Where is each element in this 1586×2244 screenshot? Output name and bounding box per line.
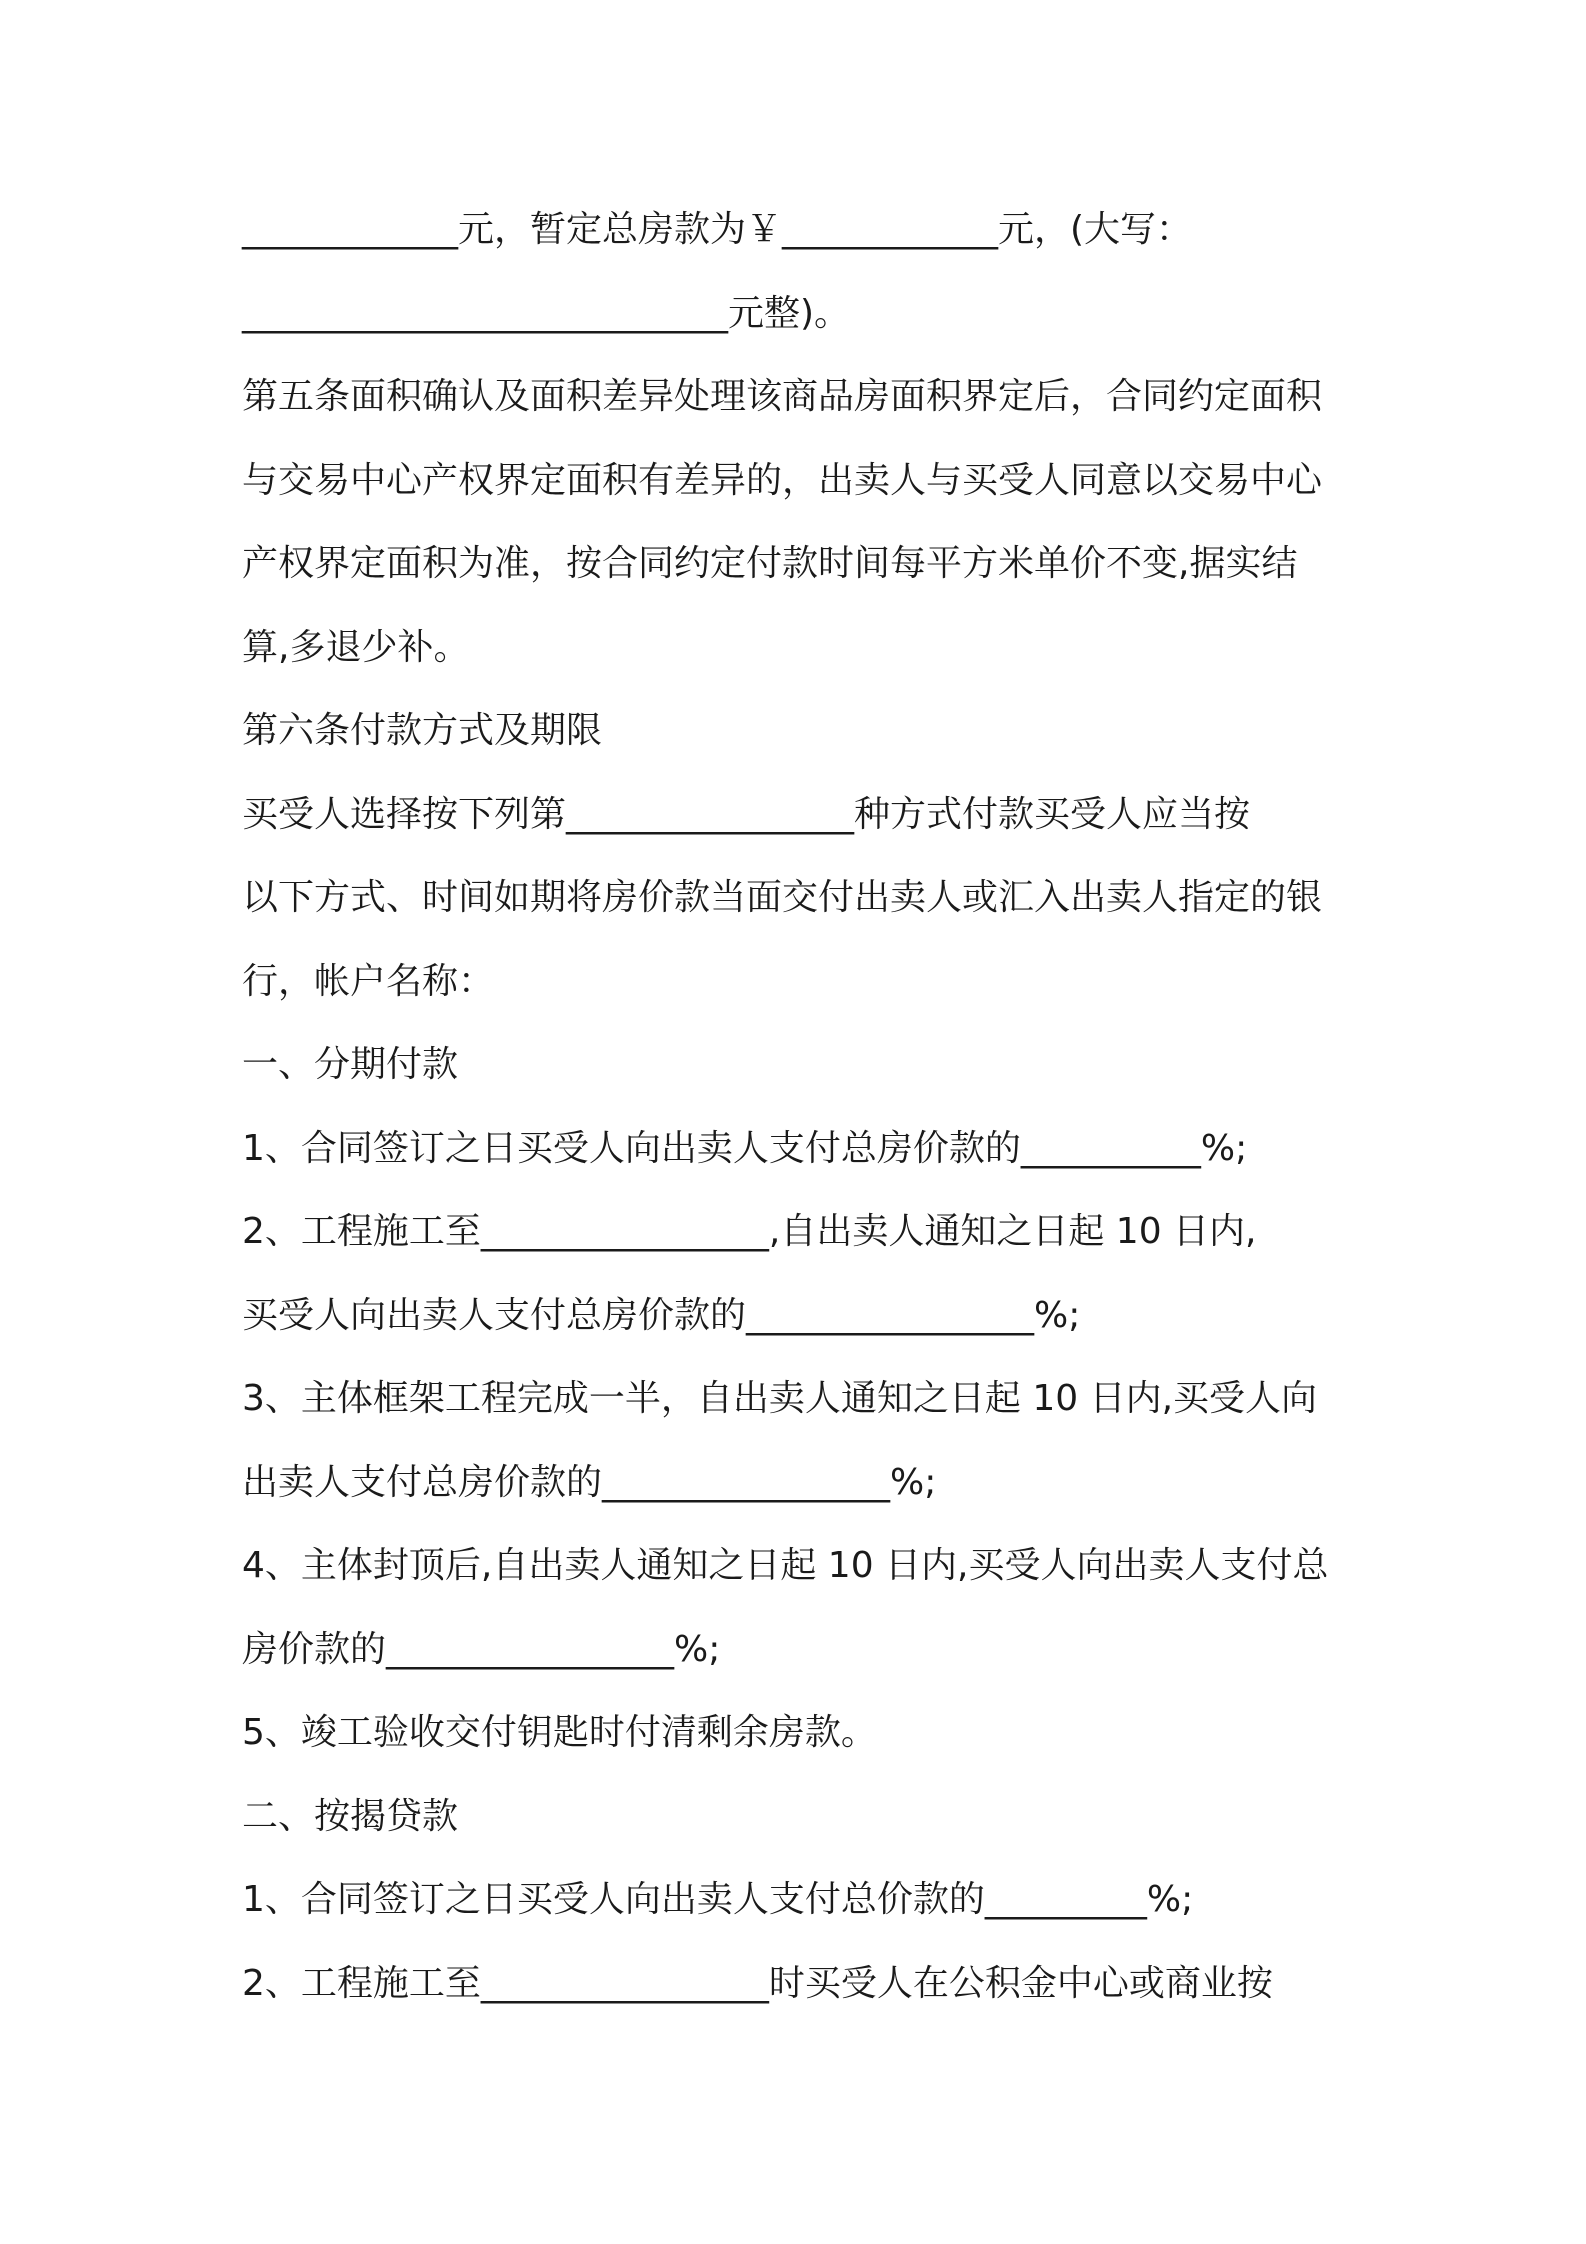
clause-5-line-2: 与交易中心产权界定面积有差异的，出卖人与买受人同意以交易中心 — [242, 459, 1323, 501]
section-mortgage-heading: 二、按揭贷款 — [242, 1795, 459, 1837]
mortgage-item-2: 2、工程施工至________________时买受人在公积金中心或商业按 — [242, 1962, 1273, 2004]
section-installment-heading: 一、分期付款 — [242, 1044, 459, 1085]
clause-5-line-1: 第五条面积确认及面积差异处理该商品房面积界定后，合同约定面积 — [242, 376, 1323, 417]
clause-6-line-1: 买受人选择按下列第________________种方式付款买受人应当按 — [242, 793, 1251, 835]
text-line-price-capital: ___________________________元整)。 — [242, 292, 851, 334]
installment-item-2-line-2: 买受人向出卖人支付总房价款的________________%; — [242, 1294, 1081, 1336]
text-line-price-total: ____________元，暂定总房款为￥____________元，(大写： — [242, 209, 1193, 250]
installment-item-3-line-1: 3、主体框架工程完成一半，自出卖人通知之日起 10 日内,买受人向 — [242, 1378, 1318, 1419]
installment-item-3-line-2: 出卖人支付总房价款的________________%; — [242, 1461, 937, 1503]
installment-item-1: 1、合同签订之日买受人向出卖人支付总房价款的__________%; — [242, 1127, 1248, 1169]
installment-item-4-line-2: 房价款的________________%; — [242, 1628, 721, 1670]
installment-item-2-line-1: 2、工程施工至________________,自出卖人通知之日起 10 日内, — [242, 1211, 1257, 1252]
installment-item-5: 5、竣工验收交付钥匙时付清剩余房款。 — [242, 1712, 877, 1753]
clause-5-line-4: 算,多退少补。 — [242, 626, 470, 668]
mortgage-item-1: 1、合同签订之日买受人向出卖人支付总价款的_________%; — [242, 1879, 1194, 1920]
clause-6-heading: 第六条付款方式及期限 — [242, 710, 603, 751]
document-body — [242, 198, 1362, 2035]
clause-5-line-3: 产权界定面积为准，按合同约定付款时间每平方米单价不变,据实结 — [242, 543, 1298, 584]
installment-item-4-line-1: 4、主体封顶后,自出卖人通知之日起 10 日内,买受人向出卖人支付总 — [242, 1545, 1329, 1586]
clause-6-line-2: 以下方式、时间如期将房价款当面交付出卖人或汇入出卖人指定的银 — [242, 877, 1323, 918]
clause-6-line-3: 行，帐户名称： — [242, 960, 495, 1002]
